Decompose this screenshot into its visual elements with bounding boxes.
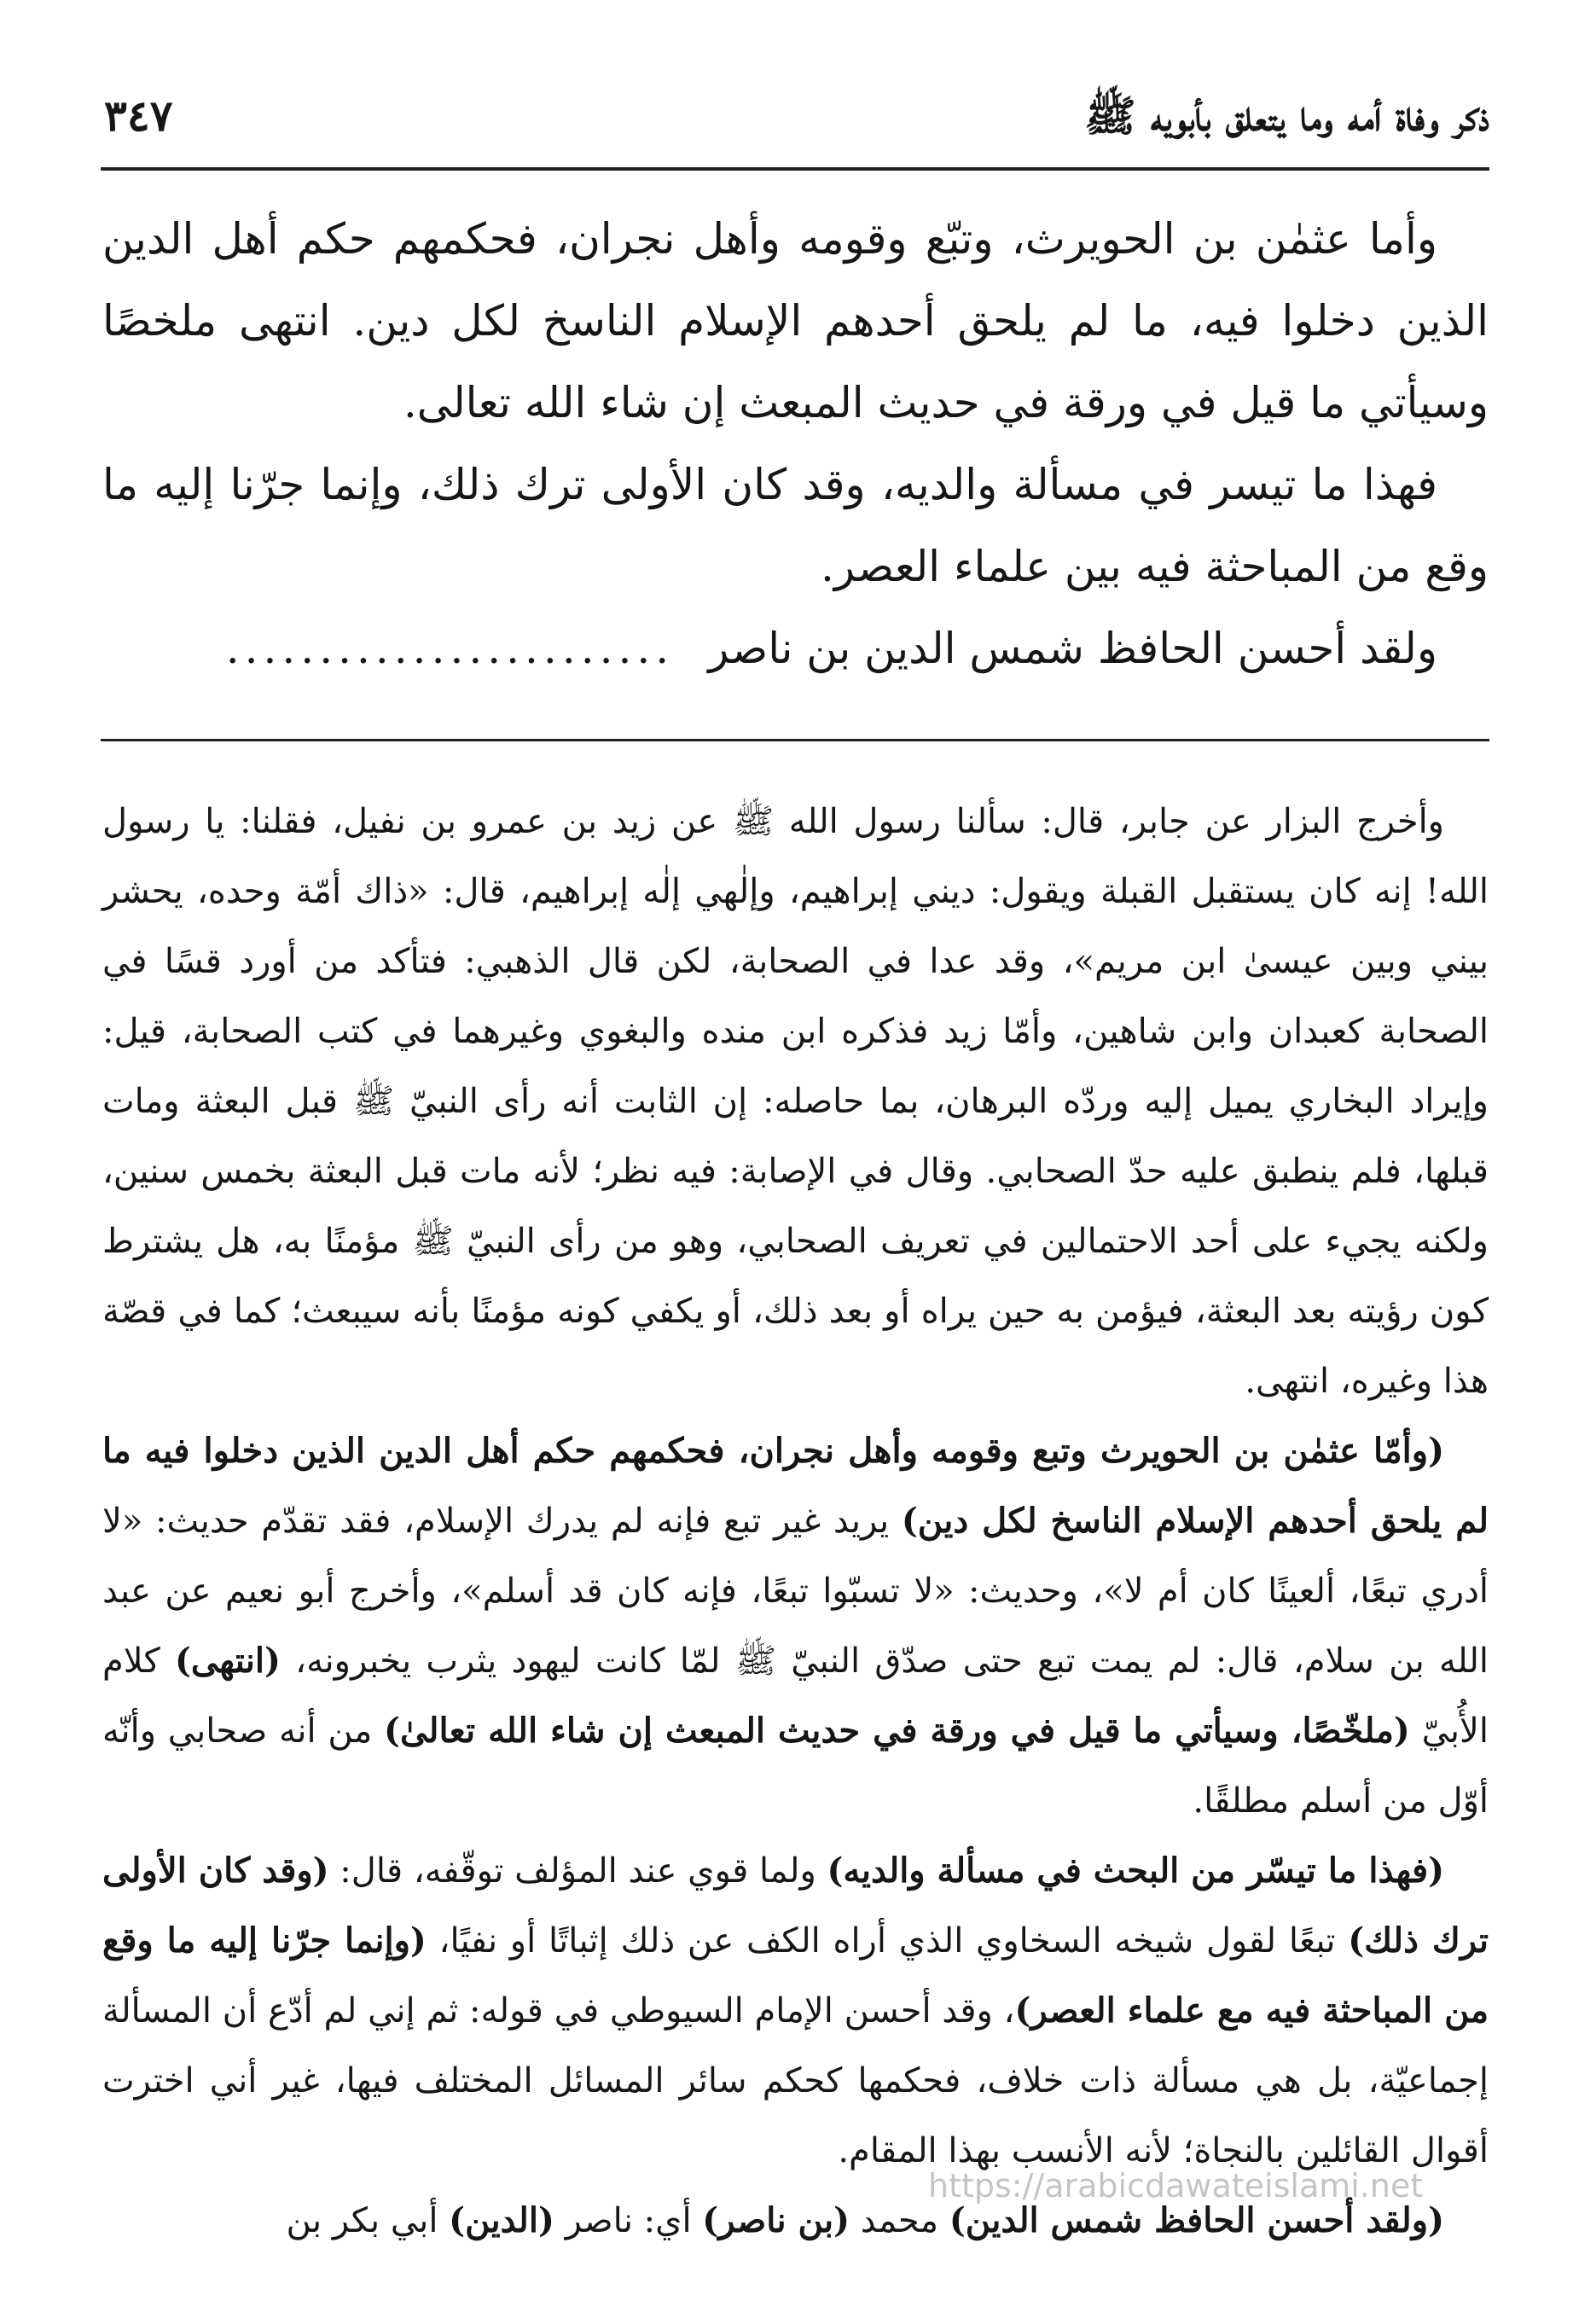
commentary-text-run: ، وقد أحسن الإمام السيوطي في قوله: ثم إني لم أدّع أن المسألة إجماعيّة، بل هي مسألة ذات خلاف، فحكمها كحكم سائر المسائل المختلف فيها، غير أني اخترت أقوال القائلين بالنجاة؛ لأنه الأنسب بهذا المقام.: [102, 1991, 1489, 2170]
quoted-text: (ولقد أحسن الحافظ شمس الدين): [949, 2200, 1444, 2240]
page-number: ٣٤٧: [104, 90, 173, 141]
main-paragraph: وأما عثمٰن بن الحويرث، وتبّع وقومه وأهل نجران، فحكمهم حكم أهل الدين الذين دخلوا فيه، ما لم يلحق أحدهم الإسلام الناسخ لكل دين. انتهى ملخصًا وسيأتي ما قيل في ورقة في حديث المبعث إن شاء الله تعالى.: [102, 214, 1489, 427]
separator-rule: [101, 739, 1489, 741]
commentary-paragraph: وأخرج البزار عن جابر، قال: سألنا رسول الله ﷺ عن زيد بن عمرو بن نفيل، فقلنا: يا رسول الله! إنه كان يستقبل القبلة ويقول: ديني إبراهيم، وإلٰهي إلٰه إبراهيم، قال: «ذاك أمّة وحده، يحشر بيني وبين عيسىٰ ابن مريم»، وقد عدا في الصحابة، لكن قال الذهبي: فتأكد من أورد قسًا في الصحابة كعبدان وابن شاهين، وأمّا زيد فذكره ابن منده والبغوي وغيرهما في كتب الصحابة، قيل: وإيراد البخاري يميل إليه وردّه البرهان، بما حاصله: إن الثابت أنه رأى النبيّ ﷺ قبل البعثة ومات قبلها، فلم ينطبق عليه حدّ الصحابي. وقال في الإصابة: فيه نظر؛ لأنه مات قبل البعثة بخمس سنين، ولكنه يجيء على أحد الاحتمالين في تعريف الصحابي، وهو من رأى النبيّ ﷺ مؤمنًا به، هل يشترط كون رؤيته بعد البعثة، فيؤمن به حين يراه أو بعد ذلك، أو يكفي كونه مؤمنًا بأنه سيبعث؛ كما في قصّة هذا وغيره، انتهى.: [102, 802, 1489, 1401]
commentary-text: [102, 787, 1489, 2256]
main-paragraph: فهذا ما تيسر في مسألة والديه، وقد كان الأولى ترك ذلك، وإنما جرّنا إليه ما وقع من المباحثة فيه بين علماء العصر.: [102, 460, 1489, 591]
quoted-text: (الدين): [449, 2200, 554, 2240]
quoted-text: (بن ناصر): [702, 2200, 850, 2240]
commentary-text-run: من أنه صحابي وأنّه أوّل من أسلم مطلقًا.: [102, 1711, 1489, 1821]
commentary-paragraph: [102, 1416, 1489, 1836]
header-rule: [101, 167, 1489, 171]
main-paragraph: [102, 607, 1489, 689]
commentary-text-run: محمد: [850, 2201, 949, 2240]
quoted-text: (فهذا ما تيسّر من البحث في مسألة والديه): [827, 1850, 1445, 1891]
commentary-text-run: أي: ناصر: [554, 2201, 703, 2240]
page-header: [101, 82, 1489, 155]
quoted-text: (وإنما جرّنا إليه ما وقع من المباحثة فيه مع علماء العصر): [102, 1920, 1489, 2031]
main-text: [102, 198, 1489, 689]
commentary-text-run: كلام الأُبيّ: [102, 1641, 1489, 1751]
quoted-text: (وقد كان الأولى ترك ذلك): [102, 1850, 1489, 1961]
commentary-text-run: ولما قوي عند المؤلف توقّفه، قال:: [328, 1851, 827, 1891]
quoted-text: (وأمّا عثمٰن بن الحويرث وتبع وقومه وأهل نجران، فحكمهم حكم أهل الدين الذين دخلوا فيه ما لم يلحق أحدهم الإسلام الناسخ لكل دين): [102, 1431, 1489, 1541]
commentary-text-run: أبي بكر بن: [286, 2201, 450, 2240]
commentary-paragraph: [102, 1836, 1489, 2186]
quoted-text: (انتهى): [174, 1641, 281, 1681]
ellipsis-dots: ........................: [225, 624, 675, 673]
running-title: ذكر وفاة أمه وما يتعلق بأبويه ﷺ: [1084, 90, 1489, 141]
commentary-text-run: تبعًا لقول شيخه السخاوي الذي أراه الكف عن ذلك إثباتًا أو نفيًا،: [426, 1921, 1349, 1961]
quoted-text: (ملخّصًا، وسيأتي ما قيل في ورقة في حديث المبعث إن شاء الله تعالىٰ): [384, 1711, 1410, 1751]
commentary-text-run: يريد غير تبع فإنه لم يدرك الإسلام، فقد تقدّم حديث: «لا أدري تبعًا، ألعينًا كان أم لا»، وحديث: «لا تسبّوا تبعًا، فإنه كان قد أسلم»، وأخرج أبو نعيم عن عبد الله بن سلام، قال: لم يمت تبع حتى صدّق النبيّ ﷺ لمّا كانت ليهود يثرب يخبرونه،: [102, 1502, 1489, 1681]
main-line-text: ولقد أحسن الحافظ شمس الدين بن ناصر: [708, 624, 1437, 673]
watermark-url: https://arabicdawateislami.net: [928, 2167, 1424, 2205]
